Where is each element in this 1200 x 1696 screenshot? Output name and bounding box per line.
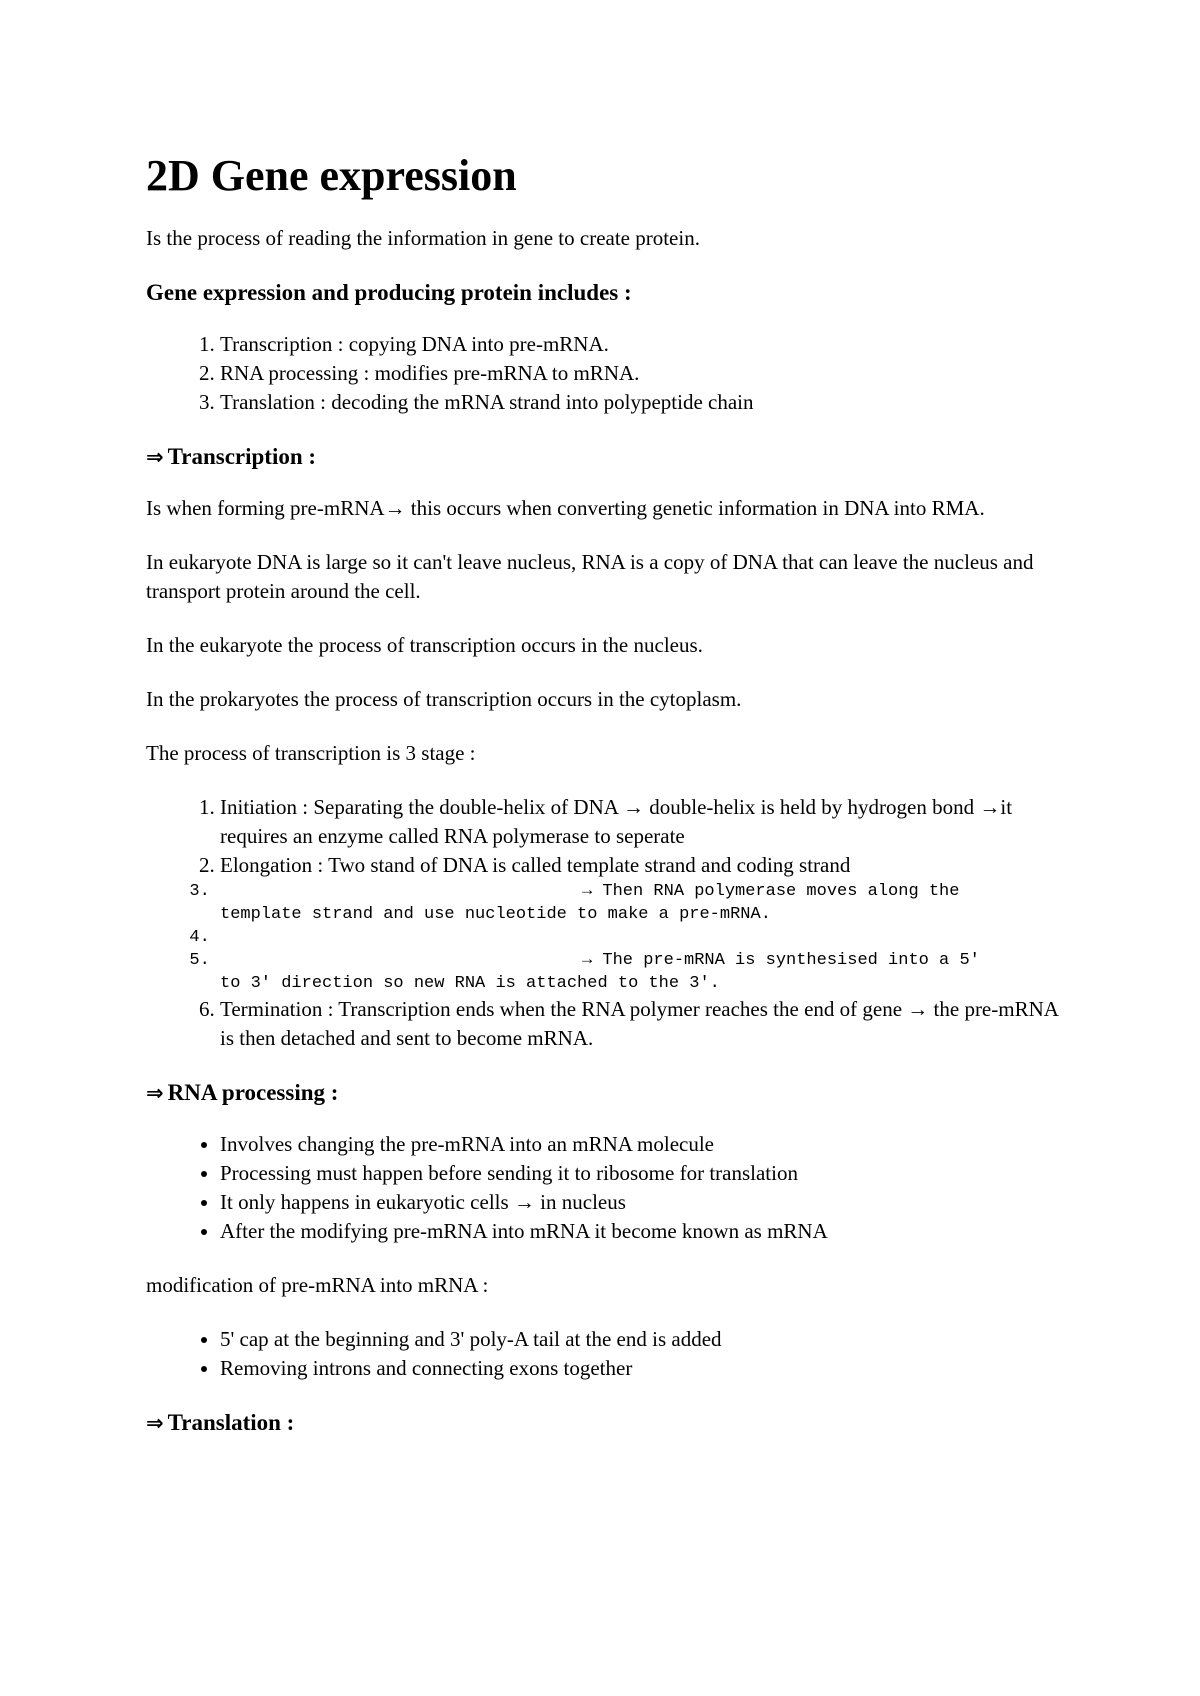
- list-item: • Removing introns and connecting exons together: [220, 1354, 1076, 1383]
- section-heading-transcription: [146, 442, 1076, 472]
- page-title: 2D Gene expression: [146, 151, 517, 200]
- list-item: 2. RNA processing : modifies pre-mRNA to mRNA.: [220, 359, 1076, 388]
- transcription-paragraph: Is when forming pre-mRNA→ this occurs when converting genetic information in DNA into RMA.: [146, 496, 985, 520]
- gene-expression-steps-list: [146, 330, 1076, 417]
- section-heading-gene-expression: Gene expression and producing protein includes :: [146, 280, 632, 305]
- list-item: 1. Initiation : Separating the double-helix of DNA → double-helix is held by hydrogen bond →it requires an enzyme called RNA polymerase to seperate: [220, 793, 1076, 851]
- document-page: [146, 150, 1076, 1460]
- mono-line: to 3' direction so new RNA is attached to the 3'.: [220, 974, 720, 993]
- list-item: [220, 880, 1076, 926]
- double-arrow-icon: ⇒: [146, 445, 164, 469]
- list-item-empty: [220, 926, 1076, 949]
- list-item: 2. Elongation : Two stand of DNA is called template strand and coding strand: [220, 851, 1076, 880]
- list-item: [220, 949, 1076, 995]
- mono-line: 3. → Then RNA polymerase moves along the: [582, 882, 960, 901]
- rna-processing-bullets: [146, 1130, 1076, 1246]
- rna-processing-heading-text: RNA processing :: [167, 1080, 339, 1105]
- transcription-paragraph: In the prokaryotes the process of transcription occurs in the cytoplasm.: [146, 687, 742, 711]
- list-item: • After the modifying pre-mRNA into mRNA it become known as mRNA: [220, 1217, 1076, 1246]
- double-arrow-icon: ⇒: [146, 1411, 164, 1435]
- transcription-stages-list: [146, 793, 1076, 1053]
- list-item: 1. Transcription : copying DNA into pre-mRNA.: [220, 330, 1076, 359]
- transcription-paragraph: In eukaryote DNA is large so it can't leave nucleus, RNA is a copy of DNA that can leave the nucleus and transport protein around the cell.: [146, 550, 1034, 603]
- transcription-heading-text: Transcription :: [167, 444, 317, 469]
- modification-bullets: [146, 1325, 1076, 1383]
- double-arrow-icon: ⇒: [146, 1081, 164, 1105]
- list-item: • 5' cap at the beginning and 3' poly-A tail at the end is added: [220, 1325, 1076, 1354]
- list-item: • It only happens in eukaryotic cells → in nucleus: [220, 1188, 1076, 1217]
- modification-intro: modification of pre-mRNA into mRNA :: [146, 1273, 489, 1297]
- list-item: 6. Termination : Transcription ends when the RNA polymer reaches the end of gene → the pre-mRNA is then detached and sent to become mRNA.: [220, 995, 1076, 1053]
- transcription-paragraph: In the eukaryote the process of transcription occurs in the nucleus.: [146, 633, 703, 657]
- mono-line: template strand and use nucleotide to make a pre-mRNA.: [220, 905, 771, 924]
- list-item: • Processing must happen before sending it to ribosome for translation: [220, 1159, 1076, 1188]
- list-item: • Involves changing the pre-mRNA into an mRNA molecule: [220, 1130, 1076, 1159]
- intro-paragraph: Is the process of reading the information in gene to create protein.: [146, 226, 700, 250]
- transcription-paragraph: The process of transcription is 3 stage :: [146, 741, 476, 765]
- translation-heading-text: Translation :: [167, 1410, 295, 1435]
- list-item: 3. Translation : decoding the mRNA strand into polypeptide chain: [220, 388, 1076, 417]
- mono-line: 5. → The pre-mRNA is synthesised into a 5': [582, 951, 980, 970]
- section-heading-rna-processing: [146, 1078, 1076, 1108]
- section-heading-translation: [146, 1408, 1076, 1438]
